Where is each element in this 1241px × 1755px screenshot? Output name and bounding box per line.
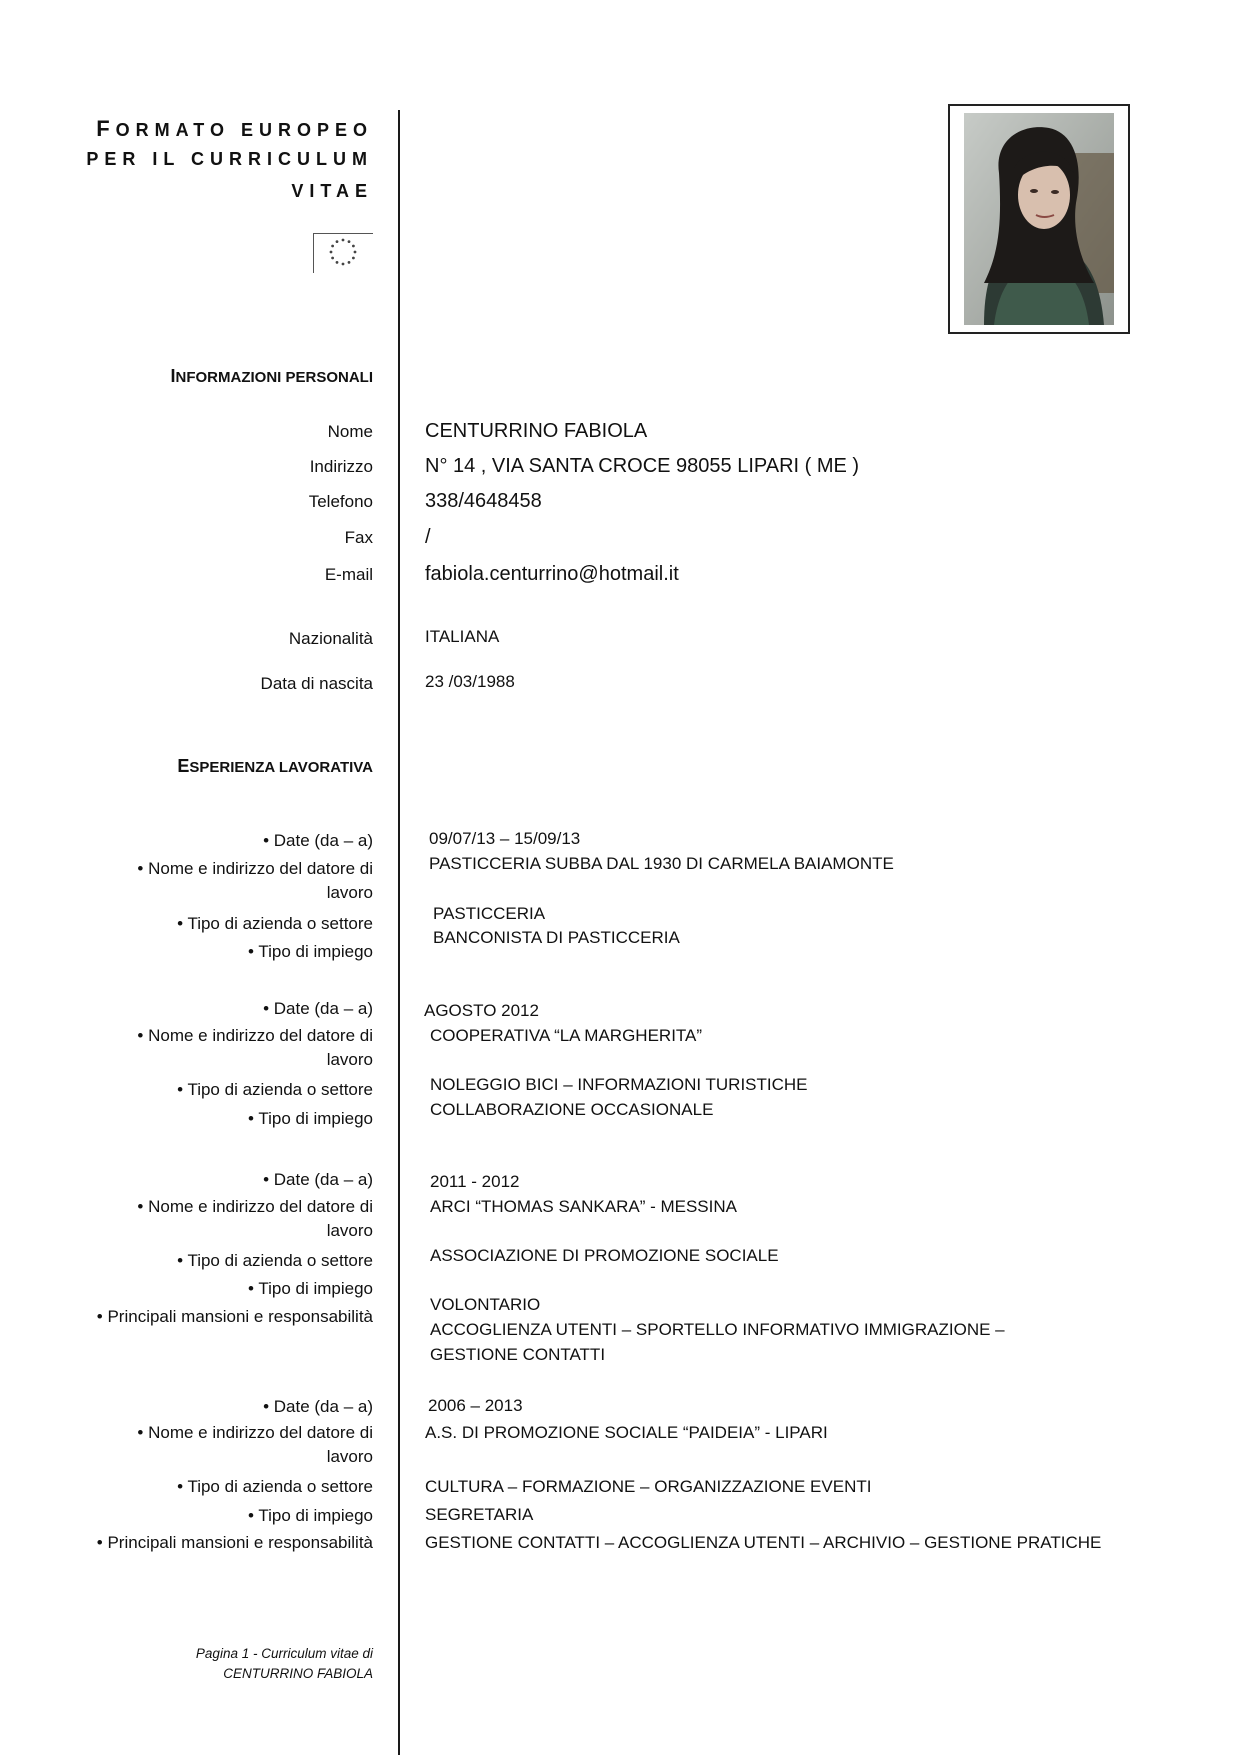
label-tipo-impiego: • Tipo di impiego — [247, 1279, 373, 1298]
label-tipo-azienda: • Tipo di azienda o settore — [177, 914, 373, 933]
label-date: • Date (da – a) — [263, 1397, 373, 1416]
cv-title-line2: PER IL CURRICULUM — [86, 149, 373, 169]
job-position: VOLONTARIO — [430, 1295, 541, 1314]
job-sector: ASSOCIAZIONE DI PROMOZIONE SOCIALE — [430, 1246, 779, 1265]
label-email: E-mail — [324, 565, 373, 584]
label-date: • Date (da – a) — [263, 999, 373, 1018]
job-position: SEGRETARIA — [425, 1505, 534, 1524]
value-telefono: 338/4648458 — [425, 490, 542, 512]
job-date: AGOSTO 2012 — [424, 1001, 539, 1020]
value-nome: CENTURRINO FABIOLA — [425, 420, 648, 442]
job-employer: ARCI “THOMAS SANKARA” - MESSINA — [430, 1197, 737, 1216]
label-datore: • Nome e indirizzo del datore di lavoro — [137, 1197, 373, 1240]
label-mansioni: • Principali mansioni e responsabilità — [96, 1307, 373, 1326]
label-indirizzo: Indirizzo — [309, 457, 373, 476]
footer-line2: CENTURRINO FABIOLA — [223, 1666, 373, 1681]
label-fax: Fax — [344, 528, 373, 547]
vertical-divider — [398, 110, 400, 1755]
job-employer: A.S. DI PROMOZIONE SOCIALE “PAIDEIA” - LIPARI — [425, 1423, 828, 1442]
section-heading-experience: ESPERIENZA LAVORATIVA — [177, 756, 373, 776]
label-nascita: Data di nascita — [260, 674, 373, 693]
section-heading-personal: INFORMAZIONI PERSONALI — [170, 366, 373, 386]
cv-title-line3: VITAE — [291, 181, 373, 201]
label-date: • Date (da – a) — [263, 831, 373, 850]
value-nazionalita: ITALIANA — [425, 627, 500, 646]
job-employer: COOPERATIVA “LA MARGHERITA” — [430, 1026, 703, 1045]
eu-stars-icon — [313, 233, 373, 273]
value-fax: / — [425, 526, 431, 548]
label-date: • Date (da – a) — [263, 1170, 373, 1189]
label-datore: • Nome e indirizzo del datore di lavoro — [137, 1423, 373, 1466]
label-tipo-impiego: • Tipo di impiego — [247, 1109, 373, 1128]
label-datore: • Nome e indirizzo del datore di lavoro — [137, 1026, 373, 1069]
portrait-photo — [964, 113, 1114, 325]
job-position: BANCONISTA DI PASTICCERIA — [433, 928, 680, 947]
job-employer: PASTICCERIA SUBBA DAL 1930 DI CARMELA BAIAMONTE — [429, 854, 894, 873]
label-mansioni: • Principali mansioni e responsabilità — [96, 1533, 373, 1552]
value-indirizzo: N° 14 , VIA SANTA CROCE 98055 LIPARI ( ME ) — [425, 455, 860, 477]
job-date: 2011 - 2012 — [430, 1172, 520, 1191]
job-date: 2006 – 2013 — [428, 1396, 523, 1415]
label-tipo-azienda: • Tipo di azienda o settore — [177, 1080, 373, 1099]
job-sector: CULTURA – FORMAZIONE – ORGANIZZAZIONE EVENTI — [425, 1477, 872, 1496]
label-tipo-azienda: • Tipo di azienda o settore — [177, 1251, 373, 1270]
value-email[interactable]: fabiola.centurrino@hotmail.it — [425, 563, 679, 585]
job-duties-line2: GESTIONE CONTATTI — [430, 1345, 606, 1364]
label-datore: • Nome e indirizzo del datore di lavoro — [137, 859, 373, 902]
job-position: COLLABORAZIONE OCCASIONALE — [430, 1100, 714, 1119]
job-duties: GESTIONE CONTATTI – ACCOGLIENZA UTENTI – ARCHIVIO – GESTIONE PRATICHE — [425, 1533, 1102, 1552]
label-tipo-impiego: • Tipo di impiego — [247, 942, 373, 961]
cv-title-line1: FORMATO EUROPEO — [96, 116, 373, 141]
job-duties-line1: ACCOGLIENZA UTENTI – SPORTELLO INFORMATIVO IMMIGRAZIONE – — [430, 1320, 1005, 1339]
label-tipo-impiego: • Tipo di impiego — [247, 1506, 373, 1525]
job-date: 09/07/13 – 15/09/13 — [429, 829, 581, 848]
value-nascita: 23 /03/1988 — [425, 672, 515, 691]
job-sector: NOLEGGIO BICI – INFORMAZIONI TURISTICHE — [430, 1075, 808, 1094]
job-sector: PASTICCERIA — [433, 904, 546, 923]
page-footer — [196, 1644, 373, 1684]
label-telefono: Telefono — [308, 492, 373, 511]
footer-line1: Pagina 1 - Curriculum vitae di — [195, 1646, 373, 1661]
label-nome: Nome — [327, 422, 373, 441]
label-tipo-azienda: • Tipo di azienda o settore — [177, 1477, 373, 1496]
label-nazionalita: Nazionalità — [288, 629, 373, 648]
photo-frame — [948, 104, 1130, 334]
